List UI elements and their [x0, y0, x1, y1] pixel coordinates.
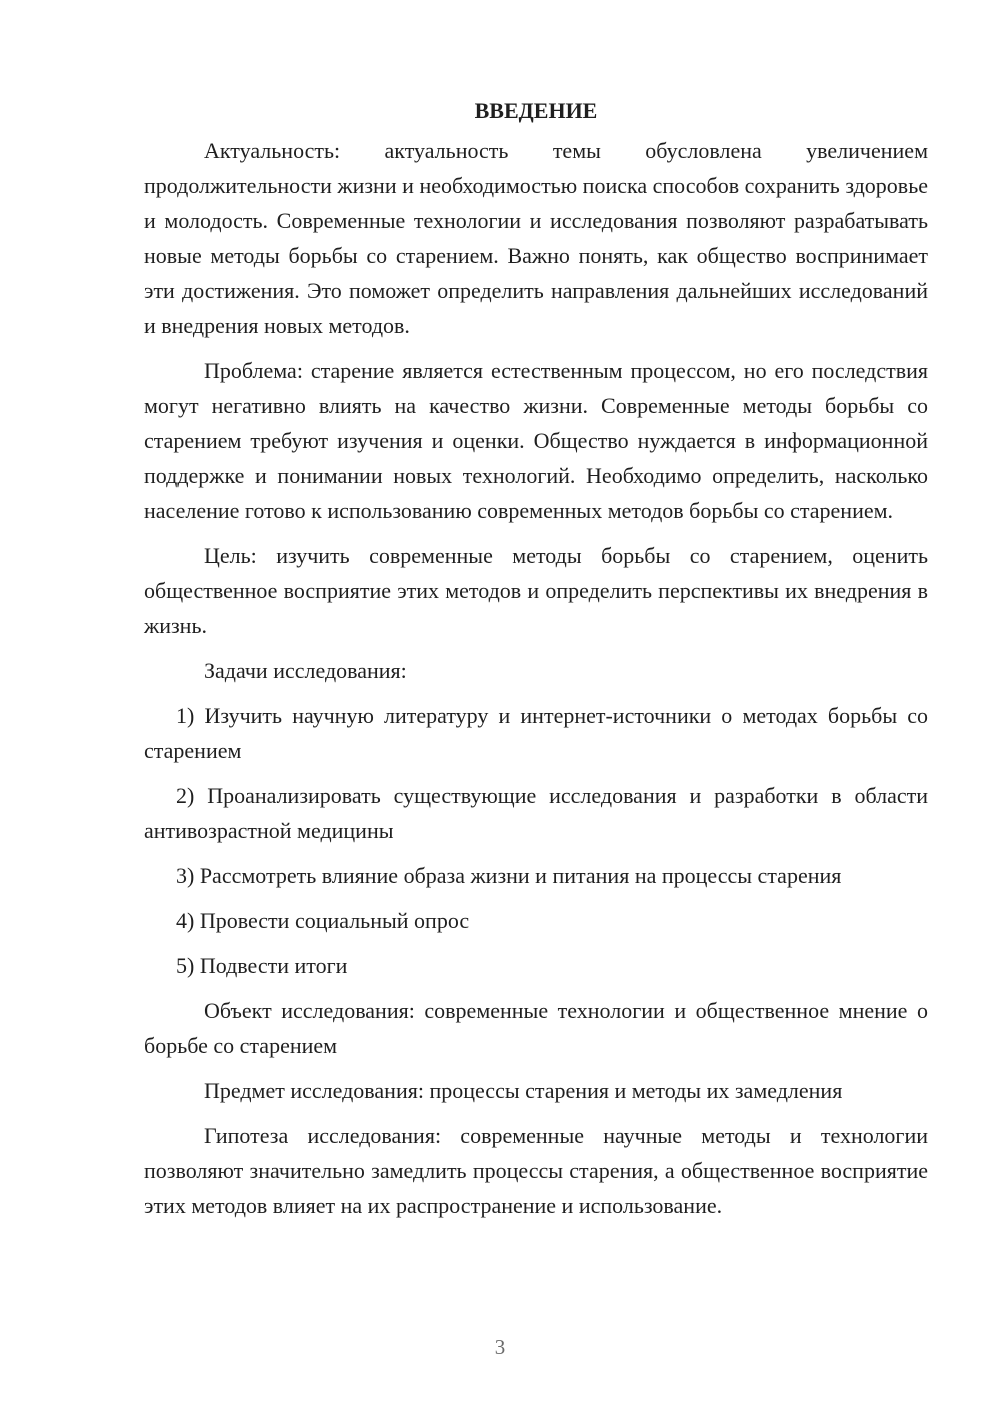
task-item-1: 1) Изучить научную литературу и интернет-источники о методах борьбы со старением [144, 703, 928, 763]
tasks-heading: Задачи исследования: [204, 658, 407, 683]
problem-paragraph: Проблема: старение является естественным процессом, но его последствия могут негативно влиять на качество жизни. Современные методы борьбы со старением требуют изучения и оценки. Общество нуждается в информационной поддержке и понимании новых технологий. Необходимо определить, насколько население готово к использованию современных методов борьбы со старением. [144, 358, 928, 523]
page-content [144, 96, 928, 1223]
task-item-3: 3) Рассмотреть влияние образа жизни и питания на процессы старения [176, 863, 842, 888]
page-number: 3 [494, 1335, 506, 1359]
task-item-5: 5) Подвести итоги [176, 953, 348, 978]
page-title: ВВЕДЕНИЕ [474, 98, 598, 123]
goal-paragraph: Цель: изучить современные методы борьбы со старением, оценить общественное восприятие этих методов и определить перспективы их внедрения в жизнь. [144, 543, 928, 638]
relevance-paragraph: Актуальность: актуальность темы обусловлена увеличением продолжительности жизни и необходимостью поиска способов сохранить здоровье и молодость. Современные технологии и исследования позволяют разрабатывать новые методы борьбы со старением. Важно понять, как общество воспринимает эти достижения. Это поможет определить направления дальнейших исследований и внедрения новых методов. [144, 138, 928, 338]
subject-paragraph: Предмет исследования: процессы старения и методы их замедления [204, 1078, 843, 1103]
hypothesis-paragraph: Гипотеза исследования: современные научные методы и технологии позволяют значительно замедлить процессы старения, а общественное восприятие этих методов влияет на их распространение и использование. [144, 1123, 928, 1218]
object-paragraph: Объект исследования: современные технологии и общественное мнение о борьбе со старением [144, 998, 928, 1058]
task-item-4: 4) Провести социальный опрос [176, 908, 470, 933]
task-item-2: 2) Проанализировать существующие исследования и разработки в области антивозрастной медицины [144, 783, 928, 843]
